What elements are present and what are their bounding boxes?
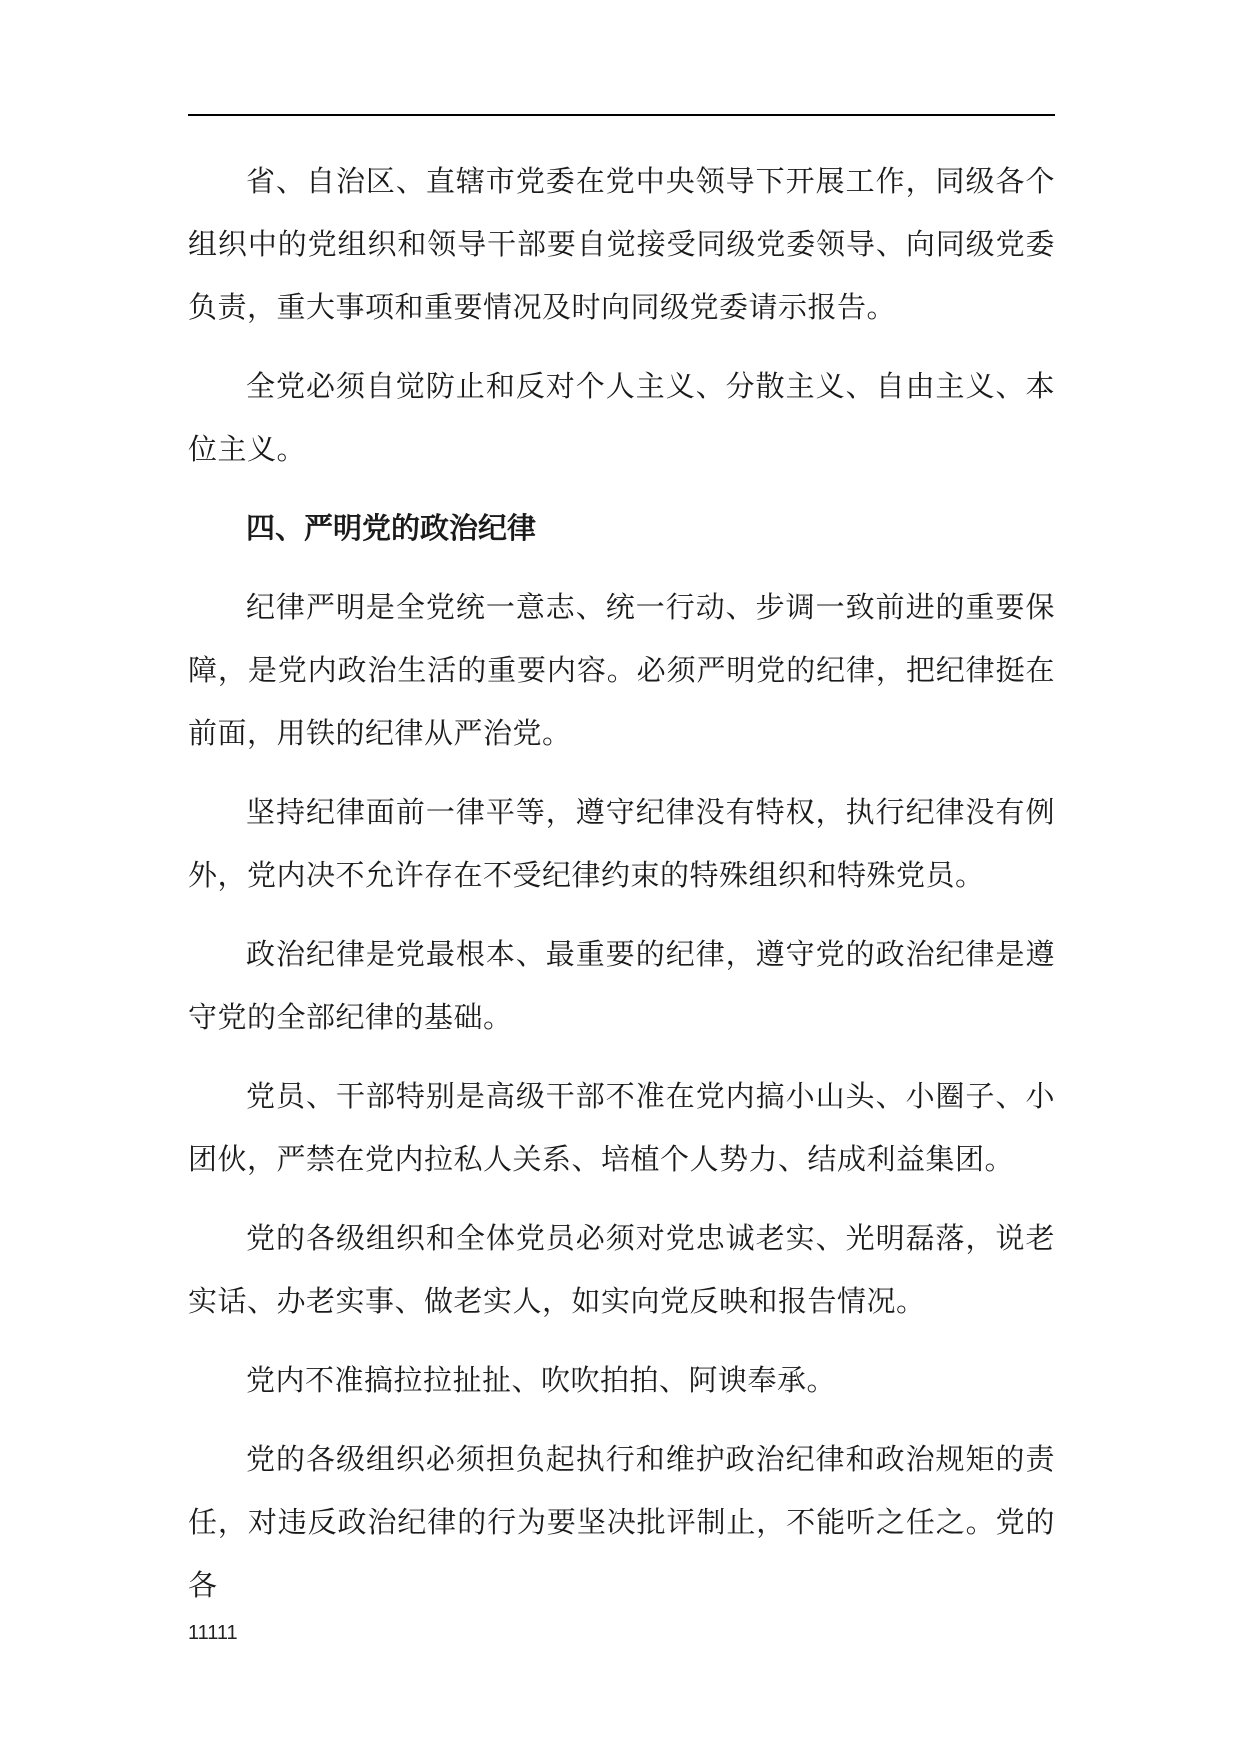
paragraph: 纪律严明是全党统一意志、统一行动、步调一致前进的重要保障，是党内政治生活的重要内容。必须严明党的纪律，把纪律挺在前面，用铁的纪律从严治党。 xyxy=(188,590,1055,750)
paragraph: 党的各级组织必须担负起执行和维护政治纪律和政治规矩的责任，对违反政治纪律的行为要坚决批评制止，不能听之任之。党的各 xyxy=(188,1442,1055,1602)
section-heading: 四、严明党的政治纪律 xyxy=(246,511,537,545)
paragraph: 全党必须自觉防止和反对个人主义、分散主义、自由主义、本位主义。 xyxy=(188,369,1055,466)
page-footer: 11111 xyxy=(188,1622,238,1644)
paragraph: 政治纪律是党最根本、最重要的纪律，遵守党的政治纪律是遵守党的全部纪律的基础。 xyxy=(188,937,1055,1034)
paragraph: 坚持纪律面前一律平等，遵守纪律没有特权，执行纪律没有例外，党内决不允许存在不受纪律约束的特殊组织和特殊党员。 xyxy=(188,795,1055,892)
paragraph: 党员、干部特别是高级干部不准在党内搞小山头、小圈子、小团伙，严禁在党内拉私人关系、培植个人势力、结成利益集团。 xyxy=(188,1079,1055,1176)
paragraph: 省、自治区、直辖市党委在党中央领导下开展工作，同级各个组织中的党组织和领导干部要自觉接受同级党委领导、向同级党委负责，重大事项和重要情况及时向同级党委请示报告。 xyxy=(188,164,1055,324)
paragraph: 党的各级组织和全体党员必须对党忠诚老实、光明磊落，说老实话、办老实事、做老实人，如实向党反映和报告情况。 xyxy=(188,1221,1055,1318)
header-rule xyxy=(188,114,1055,116)
document-body xyxy=(188,150,1055,1633)
paragraph: 党内不准搞拉拉扯扯、吹吹拍拍、阿谀奉承。 xyxy=(246,1363,837,1397)
